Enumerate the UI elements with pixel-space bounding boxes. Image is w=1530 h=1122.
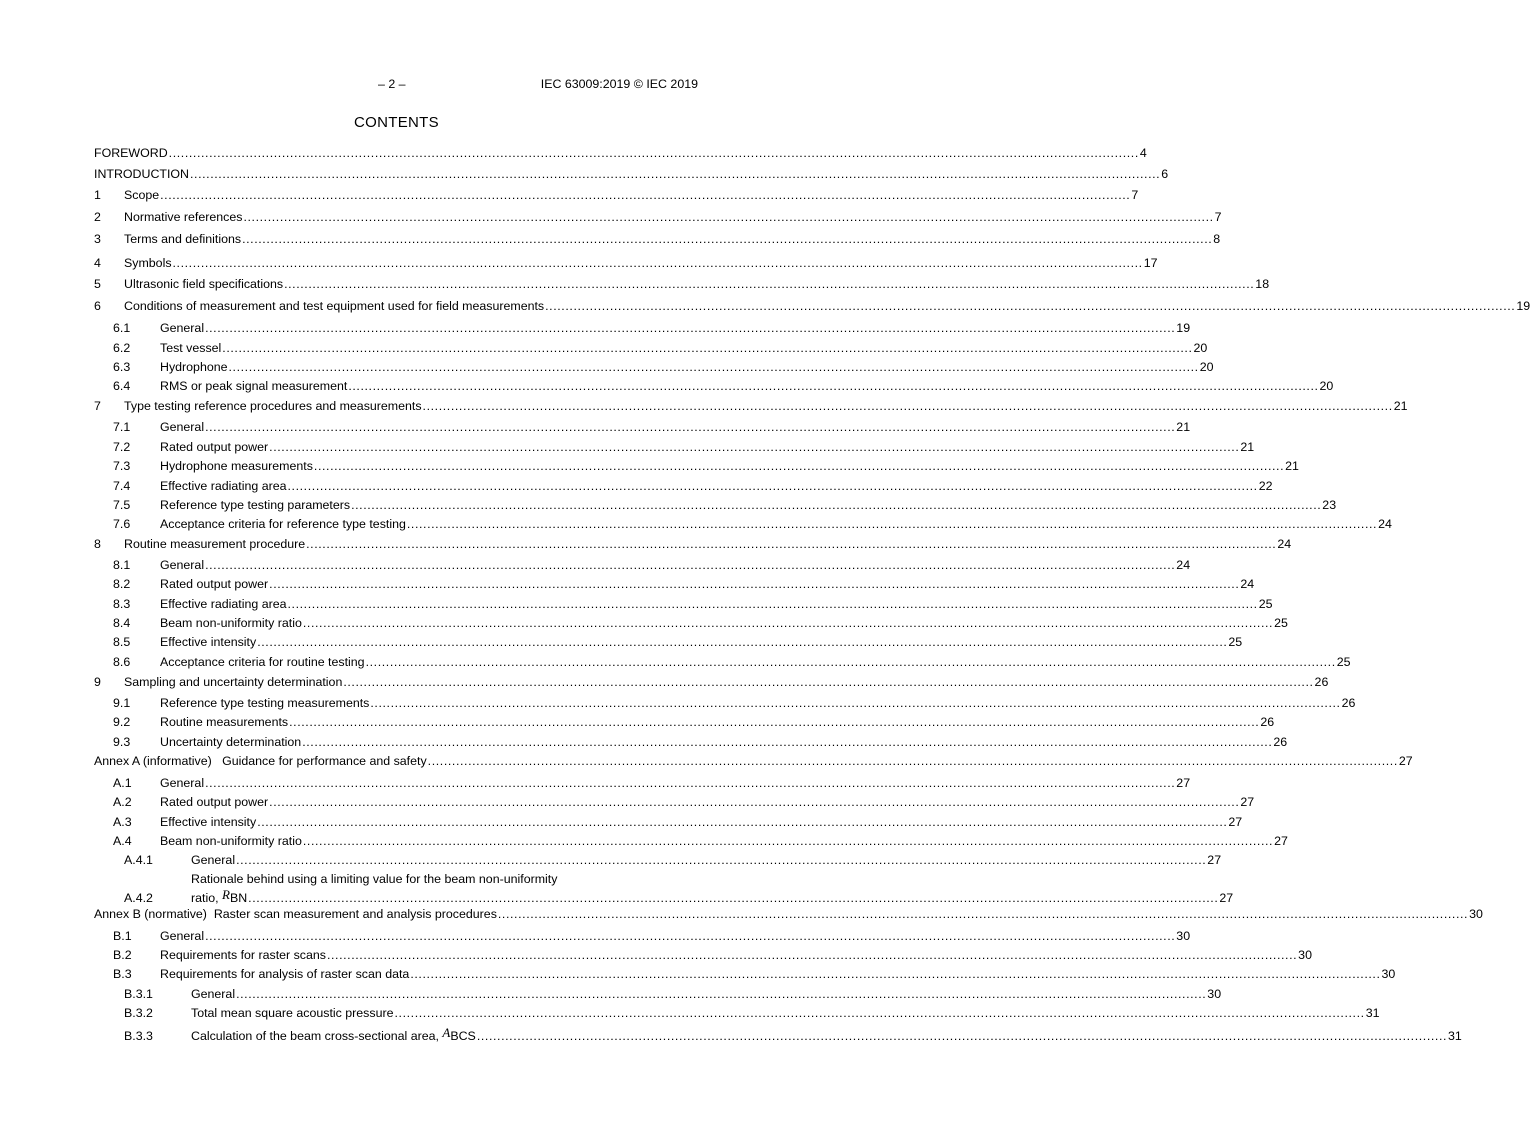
toc-entry-number: B.3.2 bbox=[124, 1006, 153, 1020]
toc-entry-page: 24 bbox=[1378, 517, 1392, 531]
toc-entry-number: 8.2 bbox=[113, 577, 131, 591]
math-symbol bbox=[442, 1025, 475, 1044]
contents-title: CONTENTS bbox=[354, 114, 439, 131]
toc-entry[interactable] bbox=[94, 256, 1158, 271]
toc-entry-title: Calculation of the beam cross-sectional area, bbox=[191, 1029, 443, 1043]
toc-entry[interactable] bbox=[94, 967, 1396, 982]
toc-entry-page: 26 bbox=[1260, 715, 1275, 729]
leader-dots bbox=[314, 459, 1284, 474]
toc-entry-page: 19 bbox=[1516, 299, 1530, 313]
leader-dots bbox=[394, 1006, 1364, 1021]
toc-entry-number: 8.3 bbox=[113, 597, 131, 611]
toc-entry-number: 6.2 bbox=[113, 341, 131, 355]
toc-entry-page: 21 bbox=[1240, 440, 1255, 454]
toc-entry-page: 25 bbox=[1228, 635, 1243, 649]
toc-entry[interactable] bbox=[94, 459, 1299, 474]
toc-entry[interactable] bbox=[94, 299, 1530, 314]
leader-dots bbox=[545, 299, 1515, 314]
toc-entry-page: 27 bbox=[1207, 853, 1222, 867]
toc-entry-page: 22 bbox=[1258, 479, 1273, 493]
leader-dots bbox=[423, 399, 1393, 414]
leader-dots bbox=[428, 754, 1398, 769]
math-symbol-letter: A bbox=[442, 1025, 451, 1040]
leader-dots bbox=[190, 167, 1160, 182]
toc-entry[interactable] bbox=[94, 735, 1288, 750]
toc-entry[interactable] bbox=[94, 498, 1337, 513]
toc-entry[interactable] bbox=[94, 146, 1147, 161]
toc-entry-title: General bbox=[160, 929, 205, 943]
toc-entry-title: Beam non-uniformity ratio bbox=[160, 616, 302, 630]
toc-entry[interactable] bbox=[94, 232, 1221, 247]
toc-entry[interactable] bbox=[94, 929, 1191, 944]
toc-entry-number: 8.6 bbox=[113, 655, 131, 669]
toc-entry-title: General bbox=[160, 321, 205, 335]
toc-entry-title: Beam non-uniformity ratio bbox=[160, 834, 302, 848]
toc-entry-number: 5 bbox=[94, 277, 101, 291]
leader-dots bbox=[222, 341, 1192, 356]
toc-entry-title: Terms and definitions bbox=[124, 232, 242, 246]
toc-entry-page: 8 bbox=[1213, 232, 1221, 246]
toc-entry[interactable] bbox=[94, 360, 1214, 375]
toc-entry-number: A.1 bbox=[113, 776, 132, 790]
toc-entry-page: 20 bbox=[1319, 379, 1334, 393]
toc-entry-number: 9.3 bbox=[113, 735, 131, 749]
toc-entry-title: INTRODUCTION bbox=[94, 167, 189, 181]
toc-entry-number: 6.1 bbox=[113, 321, 131, 335]
toc-entry-number: B.3.1 bbox=[124, 987, 153, 1001]
toc-entry-page: 26 bbox=[1341, 696, 1356, 710]
toc-entry[interactable] bbox=[94, 399, 1408, 414]
toc-entry[interactable] bbox=[94, 277, 1270, 292]
toc-entry-title: Symbols bbox=[124, 256, 172, 270]
toc-entry-number: 1 bbox=[94, 188, 101, 202]
toc-entry-title: General bbox=[191, 987, 236, 1001]
toc-entry-number: B.3.3 bbox=[124, 1029, 153, 1043]
toc-entry-number: A.2 bbox=[113, 795, 132, 809]
leader-dots bbox=[205, 420, 1175, 435]
toc-entry-page: 27 bbox=[1176, 776, 1191, 790]
leader-dots bbox=[306, 537, 1276, 552]
toc-entry-title: Effective radiating area bbox=[160, 479, 287, 493]
math-symbol-subscript: BCS bbox=[450, 1029, 476, 1043]
leader-dots bbox=[205, 321, 1175, 336]
leader-dots bbox=[269, 440, 1239, 455]
leader-dots bbox=[248, 891, 1218, 906]
toc-entry[interactable] bbox=[94, 696, 1356, 711]
toc-entry-page: 31 bbox=[1448, 1029, 1462, 1043]
toc-entry-title: Hydrophone bbox=[160, 360, 228, 374]
leader-dots bbox=[229, 360, 1199, 375]
toc-entry-number: 6.3 bbox=[113, 360, 131, 374]
page-number: – 2 – bbox=[378, 77, 406, 91]
toc-entry[interactable] bbox=[94, 188, 1139, 203]
toc-entry[interactable] bbox=[94, 210, 1222, 225]
toc-entry-title: FOREWORD bbox=[94, 146, 168, 160]
toc-entry[interactable] bbox=[94, 517, 1392, 532]
leader-dots bbox=[303, 834, 1273, 849]
toc-entry[interactable] bbox=[94, 872, 1234, 906]
leader-dots bbox=[205, 558, 1175, 573]
page-header bbox=[94, 77, 698, 93]
toc-entry-number: 7.3 bbox=[113, 459, 131, 473]
toc-entry-number: A.4.2 bbox=[124, 891, 153, 905]
toc-entry[interactable] bbox=[94, 577, 1255, 592]
leader-dots bbox=[236, 987, 1206, 1002]
toc-entry-title: Routine measurement procedure bbox=[124, 537, 306, 551]
toc-entry-page: 26 bbox=[1314, 675, 1329, 689]
toc-entry-number: 3 bbox=[94, 232, 101, 246]
toc-entry-title: Scope bbox=[124, 188, 160, 202]
toc-entry-title: Normative references bbox=[124, 210, 243, 224]
toc-entry-page: 25 bbox=[1274, 616, 1288, 630]
toc-entry-title: Acceptance criteria for routine testing bbox=[160, 655, 365, 669]
toc-entry-page: 25 bbox=[1336, 655, 1351, 669]
toc-entry-title: Test vessel bbox=[160, 341, 222, 355]
toc-entry[interactable] bbox=[94, 597, 1273, 612]
toc-entry-number: A.3 bbox=[113, 815, 132, 829]
toc-entry-title: Conditions of measurement and test equipment used for field measurements bbox=[124, 299, 545, 313]
math-symbol-subscript: BN bbox=[229, 891, 248, 905]
toc-entry-title: RMS or peak signal measurement bbox=[160, 379, 348, 393]
toc-entry-page: 4 bbox=[1139, 146, 1147, 160]
toc-entry-page: 27 bbox=[1398, 754, 1413, 768]
leader-dots bbox=[169, 146, 1139, 161]
toc-entry-number: 9.1 bbox=[113, 696, 131, 710]
leader-dots bbox=[288, 479, 1258, 494]
toc-entry-number: B.2 bbox=[113, 948, 132, 962]
leader-dots bbox=[302, 735, 1272, 750]
document-reference: IEC 63009:2019 © IEC 2019 bbox=[540, 77, 698, 91]
toc-entry-title: Total mean square acoustic pressure bbox=[191, 1006, 394, 1020]
toc-entry-number: 6.4 bbox=[113, 379, 131, 393]
leader-dots bbox=[498, 907, 1468, 922]
leader-dots bbox=[343, 675, 1313, 690]
toc-entry-number: A.4 bbox=[113, 834, 132, 848]
toc-entry-page: 30 bbox=[1207, 987, 1222, 1001]
toc-entry-page: 24 bbox=[1176, 558, 1191, 572]
leader-dots bbox=[205, 929, 1175, 944]
toc-entry[interactable] bbox=[94, 815, 1243, 830]
toc-entry-number: 6 bbox=[94, 299, 101, 313]
toc-entry[interactable] bbox=[94, 616, 1288, 631]
toc-entry[interactable] bbox=[94, 1006, 1380, 1021]
toc-entry-page: 7 bbox=[1131, 188, 1139, 202]
leader-dots bbox=[366, 655, 1336, 670]
toc-entry-title: Routine measurements bbox=[160, 715, 289, 729]
leader-dots bbox=[269, 795, 1239, 810]
toc-entry-page: 30 bbox=[1469, 907, 1483, 921]
toc-entry[interactable] bbox=[94, 537, 1292, 552]
toc-entry-page: 17 bbox=[1143, 256, 1158, 270]
toc-entry-number: 7.5 bbox=[113, 498, 131, 512]
leader-dots bbox=[407, 517, 1377, 532]
leader-dots bbox=[288, 597, 1258, 612]
toc-entry[interactable] bbox=[94, 655, 1351, 670]
toc-entry-number: 7.1 bbox=[113, 420, 131, 434]
toc-entry-number: 8.5 bbox=[113, 635, 131, 649]
toc-entry-page: 30 bbox=[1381, 967, 1396, 981]
leader-dots bbox=[303, 616, 1273, 631]
toc-entry-title: General bbox=[191, 853, 236, 867]
leader-dots bbox=[351, 498, 1321, 513]
toc-entry[interactable] bbox=[94, 948, 1312, 963]
toc-entry[interactable] bbox=[94, 167, 1169, 182]
toc-entry-number: 8 bbox=[94, 537, 101, 551]
toc-entry[interactable] bbox=[94, 635, 1243, 650]
toc-entry-title: Ultrasonic field specifications bbox=[124, 277, 284, 291]
toc-entry[interactable] bbox=[94, 987, 1222, 1002]
toc-entry-page: 21 bbox=[1176, 420, 1191, 434]
toc-entry-number: 8.1 bbox=[113, 558, 131, 572]
leader-dots bbox=[410, 967, 1380, 982]
leader-dots bbox=[348, 379, 1318, 394]
leader-dots bbox=[173, 256, 1143, 271]
toc-entry-number: B.1 bbox=[113, 929, 132, 943]
leader-dots bbox=[242, 232, 1212, 247]
toc-entry-page: 30 bbox=[1176, 929, 1191, 943]
toc-entry-title: General bbox=[160, 420, 205, 434]
toc-entry-title: Annex B (normative) Raster scan measurement and analysis procedures bbox=[94, 907, 497, 921]
toc-entry-title: Requirements for raster scans bbox=[160, 948, 326, 962]
leader-dots bbox=[269, 577, 1239, 592]
toc-entry[interactable] bbox=[94, 440, 1255, 455]
toc-entry-number: 7.4 bbox=[113, 479, 131, 493]
toc-entry-number: 7.2 bbox=[113, 440, 131, 454]
leader-dots bbox=[257, 635, 1227, 650]
leader-dots bbox=[236, 853, 1206, 868]
toc-entry-title: Effective intensity bbox=[160, 815, 257, 829]
toc-entry-title: General bbox=[160, 776, 205, 790]
toc-entry-title: Requirements for analysis of raster scan data bbox=[160, 967, 410, 981]
toc-entry[interactable] bbox=[94, 341, 1208, 356]
toc-entry-page: 21 bbox=[1393, 399, 1408, 413]
toc-entry-page: 19 bbox=[1176, 321, 1191, 335]
toc-entry-title: Effective intensity bbox=[160, 635, 257, 649]
math-symbol bbox=[222, 887, 247, 906]
leader-dots bbox=[284, 277, 1254, 292]
toc-entry-title-continued: ratio, bbox=[191, 891, 222, 905]
toc-entry-number: A.4.1 bbox=[124, 853, 153, 867]
toc-entry[interactable] bbox=[94, 1025, 1462, 1044]
leader-dots bbox=[160, 188, 1130, 203]
toc-entry-title: Hydrophone measurements bbox=[160, 459, 313, 473]
toc-entry-page: 20 bbox=[1193, 341, 1208, 355]
toc-entry-number: 2 bbox=[94, 210, 101, 224]
toc-entry[interactable] bbox=[94, 479, 1273, 494]
toc-entry-title: Annex A (informative) Guidance for performance and safety bbox=[94, 754, 427, 768]
toc-entry[interactable] bbox=[94, 795, 1255, 810]
toc-entry[interactable] bbox=[94, 321, 1191, 336]
toc-entry-title: Reference type testing parameters bbox=[160, 498, 351, 512]
toc-entry-title: Acceptance criteria for reference type testing bbox=[160, 517, 406, 531]
toc-entry-page: 6 bbox=[1161, 167, 1169, 181]
toc-entry[interactable] bbox=[94, 853, 1222, 868]
toc-entry[interactable] bbox=[94, 776, 1191, 791]
toc-entry-title: Rated output power bbox=[160, 577, 269, 591]
toc-entry-title: Rated output power bbox=[160, 795, 269, 809]
leader-dots bbox=[477, 1029, 1447, 1044]
toc-entry-page: 31 bbox=[1365, 1006, 1380, 1020]
toc-entry-page: 7 bbox=[1214, 210, 1222, 224]
toc-entry-page: 20 bbox=[1199, 360, 1214, 374]
toc-entry-number: 8.4 bbox=[113, 616, 131, 630]
toc-entry-page: 23 bbox=[1322, 498, 1337, 512]
toc-entry[interactable] bbox=[94, 834, 1288, 849]
toc-entry-page: 18 bbox=[1255, 277, 1270, 291]
toc-entry-title: Sampling and uncertainty determination bbox=[124, 675, 343, 689]
toc-entry-page: 26 bbox=[1273, 735, 1288, 749]
toc-entry-page: 30 bbox=[1298, 948, 1312, 962]
toc-entry[interactable] bbox=[94, 379, 1334, 394]
toc-entry[interactable] bbox=[94, 420, 1191, 435]
toc-entry-number: 7.6 bbox=[113, 517, 131, 531]
toc-entry-page: 27 bbox=[1219, 891, 1234, 905]
toc-entry-page: 21 bbox=[1285, 459, 1299, 473]
toc-entry-number: B.3 bbox=[113, 967, 132, 981]
toc-entry-page: 24 bbox=[1240, 577, 1255, 591]
math-symbol-letter: R bbox=[222, 887, 230, 902]
toc-entry-page: 24 bbox=[1277, 537, 1292, 551]
toc-entry[interactable] bbox=[94, 907, 1483, 922]
leader-dots bbox=[327, 948, 1297, 963]
toc-entry-title: Rationale behind using a limiting value for the beam non-uniformity bbox=[191, 872, 558, 886]
toc-entry-page: 25 bbox=[1258, 597, 1273, 611]
toc-entry[interactable] bbox=[94, 675, 1329, 690]
toc-entry-number: 4 bbox=[94, 256, 101, 270]
toc-entry[interactable] bbox=[94, 754, 1413, 769]
toc-entry[interactable] bbox=[94, 558, 1191, 573]
toc-entry-page: 27 bbox=[1274, 834, 1288, 848]
toc-entry-page: 27 bbox=[1240, 795, 1255, 809]
leader-dots bbox=[370, 696, 1340, 711]
leader-dots bbox=[243, 210, 1213, 225]
toc-entry-title: Reference type testing measurements bbox=[160, 696, 370, 710]
toc-entry-number: 7 bbox=[94, 399, 101, 413]
toc-entry-title: Uncertainty determination bbox=[160, 735, 302, 749]
toc-entry-title: Effective radiating area bbox=[160, 597, 287, 611]
leader-dots bbox=[205, 776, 1175, 791]
toc-entry-title: General bbox=[160, 558, 205, 572]
toc-entry-title: Type testing reference procedures and measurements bbox=[124, 399, 422, 413]
toc-entry-number: 9 bbox=[94, 675, 101, 689]
leader-dots bbox=[289, 715, 1259, 730]
toc-entry-number: 9.2 bbox=[113, 715, 131, 729]
leader-dots bbox=[257, 815, 1227, 830]
toc-entry-page: 27 bbox=[1228, 815, 1243, 829]
toc-entry-title: Rated output power bbox=[160, 440, 269, 454]
toc-entry[interactable] bbox=[94, 715, 1275, 730]
